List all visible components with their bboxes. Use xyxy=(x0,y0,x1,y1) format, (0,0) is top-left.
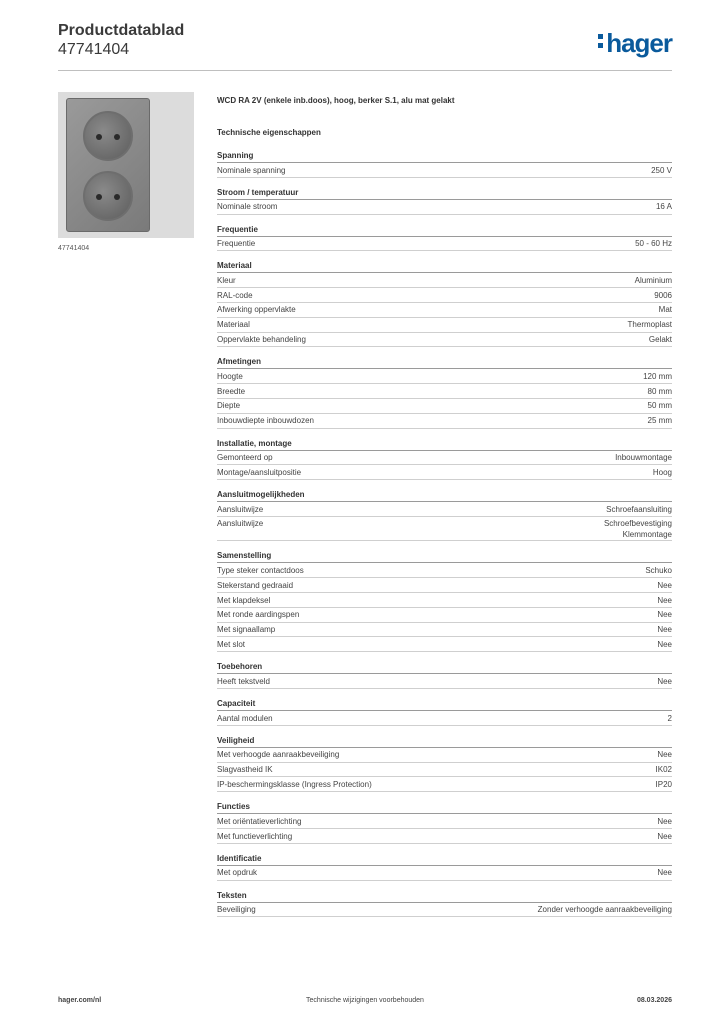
spec-group-title: Installatie, montage xyxy=(217,438,672,451)
spec-row xyxy=(217,200,672,215)
spec-value-line: 50 - 60 Hz xyxy=(635,239,672,249)
spec-group xyxy=(217,260,672,347)
spec-row xyxy=(217,318,672,333)
spec-row xyxy=(217,593,672,608)
spec-value-line: Thermoplast xyxy=(627,320,672,330)
spec-value xyxy=(657,867,672,879)
spec-value xyxy=(657,609,672,621)
spec-label: Slagvastheid IK xyxy=(217,765,273,775)
spec-row xyxy=(217,814,672,829)
spec-row xyxy=(217,748,672,763)
spec-label: Inbouwdiepte inbouwdozen xyxy=(217,416,314,426)
spec-group xyxy=(217,356,672,428)
spec-group-title: Stroom / temperatuur xyxy=(217,187,672,200)
spec-value-line: Schuko xyxy=(645,565,672,575)
spec-label: Type steker contactdoos xyxy=(217,565,304,575)
spec-value xyxy=(648,400,672,412)
spec-label: Montage/aansluitpositie xyxy=(217,467,302,477)
spec-group xyxy=(217,735,672,792)
spec-row xyxy=(217,414,672,429)
spec-row xyxy=(217,623,672,638)
socket-outlet-icon xyxy=(83,171,133,221)
document-title: Productdatablad xyxy=(58,22,185,39)
spec-label: Aantal modulen xyxy=(217,713,273,723)
spec-group-title: Identificatie xyxy=(217,853,672,866)
spec-label: Met klapdeksel xyxy=(217,595,271,605)
spec-group xyxy=(217,550,672,652)
spec-group xyxy=(217,187,672,215)
spec-group-title: Afmetingen xyxy=(217,356,672,369)
spec-value-line: 250 V xyxy=(651,165,672,175)
spec-label: Hoogte xyxy=(217,371,243,381)
spec-label: Met oriëntatieverlichting xyxy=(217,816,302,826)
spec-value-line: Schroefaansluiting xyxy=(606,504,672,514)
spec-group xyxy=(217,801,672,844)
hager-logo xyxy=(598,28,672,59)
spec-label: Materiaal xyxy=(217,320,250,330)
logo-dots-icon xyxy=(598,34,604,52)
spec-group-title: Capaciteit xyxy=(217,698,672,711)
spec-value xyxy=(651,165,672,177)
spec-row xyxy=(217,333,672,348)
spec-group xyxy=(217,698,672,726)
spec-label: Aansluitwijze xyxy=(217,504,264,514)
spec-label: Nominale stroom xyxy=(217,202,278,212)
spec-value-line: Nee xyxy=(657,580,672,590)
spec-value xyxy=(657,676,672,688)
footer-date: 08.03.2026 xyxy=(636,997,672,1004)
spec-value-line: Schroefbevestiging xyxy=(603,519,672,529)
spec-label: Nominale spanning xyxy=(217,165,286,175)
spec-group-title: Teksten xyxy=(217,890,672,903)
spec-label: Frequentie xyxy=(217,239,256,249)
document-header xyxy=(58,22,184,59)
header-divider xyxy=(58,70,672,71)
spec-value xyxy=(606,504,672,516)
spec-row xyxy=(217,578,672,593)
spec-value-line: Aluminium xyxy=(634,275,672,285)
socket-plate xyxy=(66,98,150,232)
spec-value-line: Nee xyxy=(657,750,672,760)
spec-label: Kleur xyxy=(217,275,236,285)
spec-value xyxy=(656,779,672,791)
spec-group-title: Spanning xyxy=(217,150,672,163)
product-code: 47741404 xyxy=(58,41,130,58)
spec-group xyxy=(217,150,672,178)
spec-value-line: Zonder verhoogde aanraakbeveiliging xyxy=(537,905,672,915)
spec-value-line: Nee xyxy=(657,625,672,635)
footer-disclaimer: Technische wijzigingen voorbehouden xyxy=(306,997,424,1004)
spec-value xyxy=(657,816,672,828)
spec-label: IP-beschermingsklasse (Ingress Protection) xyxy=(217,779,372,789)
spec-value-line: Inbouwmontage xyxy=(615,453,672,463)
spec-group-title: Aansluitmogelijkheden xyxy=(217,489,672,502)
spec-row xyxy=(217,163,672,178)
spec-row xyxy=(217,777,672,792)
spec-row xyxy=(217,829,672,844)
spec-group xyxy=(217,853,672,881)
spec-value xyxy=(657,639,672,651)
spec-value xyxy=(645,565,672,577)
spec-row xyxy=(217,237,672,252)
spec-value xyxy=(657,831,672,843)
spec-group-title: Materiaal xyxy=(217,260,672,273)
spec-row xyxy=(217,451,672,466)
spec-row xyxy=(217,384,672,399)
image-caption: 47741404 xyxy=(58,245,90,252)
specification-content xyxy=(217,96,672,917)
spec-group xyxy=(217,890,672,918)
spec-value-line: 25 mm xyxy=(647,416,672,426)
spec-value-line: 9006 xyxy=(654,290,672,300)
spec-group-title: Frequentie xyxy=(217,224,672,237)
spec-label: RAL-code xyxy=(217,290,253,300)
specification-groups xyxy=(217,150,672,917)
spec-label: Heeft tekstveld xyxy=(217,676,270,686)
spec-value xyxy=(628,319,672,331)
socket-outlet-icon xyxy=(83,111,133,161)
spec-label: Oppervlakte behandeling xyxy=(217,335,306,345)
spec-label: Met ronde aardingspen xyxy=(217,610,300,620)
spec-value xyxy=(657,749,672,761)
spec-value xyxy=(648,415,672,427)
spec-label: Stekerstand gedraaid xyxy=(217,580,294,590)
spec-label: Met verhoogde aanraakbeveiliging xyxy=(217,750,340,760)
spec-row xyxy=(217,303,672,318)
spec-row xyxy=(217,674,672,689)
spec-row xyxy=(217,288,672,303)
spec-value xyxy=(635,238,672,250)
spec-row xyxy=(217,903,672,918)
spec-value-line: IK02 xyxy=(655,765,672,775)
spec-group xyxy=(217,489,672,541)
spec-group xyxy=(217,224,672,252)
spec-value-line: Hoog xyxy=(652,467,672,477)
spec-label: Breedte xyxy=(217,386,246,396)
spec-label: Aansluitwijze xyxy=(217,519,264,529)
spec-value-line: Nee xyxy=(657,610,672,620)
spec-group-title: Functies xyxy=(217,801,672,814)
spec-value xyxy=(615,452,672,464)
spec-value-line: 50 mm xyxy=(647,401,672,411)
spec-value-line: 80 mm xyxy=(647,386,672,396)
spec-row xyxy=(217,711,672,726)
spec-label: Met signaallamp xyxy=(217,625,276,635)
spec-label: Diepte xyxy=(217,401,241,411)
spec-value xyxy=(538,904,672,916)
spec-label: Gemonteerd op xyxy=(217,453,273,463)
spec-value xyxy=(657,624,672,636)
spec-row xyxy=(217,502,672,517)
spec-value-line: 120 mm xyxy=(643,371,672,381)
spec-row xyxy=(217,866,672,881)
product-name: WCD RA 2V (enkele inb.doos), hoog, berker S.1, alu mat gelakt xyxy=(217,96,455,105)
spec-value-line: Mat xyxy=(658,305,672,315)
spec-row xyxy=(217,563,672,578)
spec-value-line: Klemmontage xyxy=(622,530,672,540)
spec-row xyxy=(217,273,672,288)
spec-value xyxy=(656,764,672,776)
spec-value xyxy=(656,201,672,213)
spec-value-line: Nee xyxy=(657,676,672,686)
spec-label: Met opdruk xyxy=(217,868,258,878)
spec-row xyxy=(217,399,672,414)
spec-label: Beveiliging xyxy=(217,905,256,915)
spec-group xyxy=(217,438,672,481)
spec-row xyxy=(217,637,672,652)
spec-group xyxy=(217,661,672,689)
spec-value xyxy=(654,290,672,302)
spec-value-line: Gelakt xyxy=(648,335,672,345)
section-title: Technische eigenschappen xyxy=(217,128,321,137)
spec-row xyxy=(217,369,672,384)
spec-value-line: Nee xyxy=(657,595,672,605)
spec-value-line: Nee xyxy=(657,868,672,878)
spec-value xyxy=(657,595,672,607)
spec-value xyxy=(635,275,672,287)
spec-value xyxy=(659,304,672,316)
spec-value xyxy=(643,371,672,383)
spec-group-title: Samenstelling xyxy=(217,550,672,563)
footer-website: hager.com/nl xyxy=(58,997,102,1004)
spec-value-line: Nee xyxy=(657,639,672,649)
spec-label: Afwerking oppervlakte xyxy=(217,305,296,315)
spec-group-title: Veiligheid xyxy=(217,735,672,748)
spec-label: Met slot xyxy=(217,639,246,649)
product-image xyxy=(58,92,194,238)
spec-row xyxy=(217,465,672,480)
spec-row xyxy=(217,517,672,542)
spec-value xyxy=(668,713,672,725)
logo-text: hager xyxy=(606,28,672,58)
spec-value xyxy=(604,518,672,540)
spec-value xyxy=(653,467,672,479)
spec-value-line: 16 A xyxy=(655,202,672,212)
spec-group-title: Toebehoren xyxy=(217,661,672,674)
spec-label: Met functieverlichting xyxy=(217,831,293,841)
spec-value-line: Nee xyxy=(657,816,672,826)
spec-value-line: IP20 xyxy=(655,779,672,789)
spec-value-line: 2 xyxy=(667,713,672,723)
spec-row xyxy=(217,763,672,778)
spec-row xyxy=(217,608,672,623)
spec-value-line: Nee xyxy=(657,831,672,841)
spec-value xyxy=(657,580,672,592)
spec-value xyxy=(649,334,672,346)
spec-value xyxy=(648,386,672,398)
